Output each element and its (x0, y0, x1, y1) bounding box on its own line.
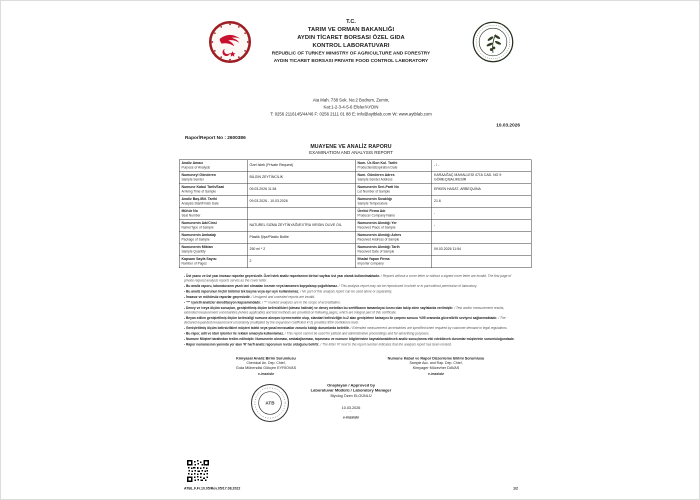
ministry-of-agriculture-emblem-icon (209, 21, 251, 63)
disclaimer-item (184, 301, 518, 306)
laboratory-round-seal-icon (249, 382, 291, 424)
signature-title-en: Chemical An. Dep. Chief, (246, 361, 286, 365)
field-label-tr: Analiz Amacı (181, 161, 204, 166)
field-label-cell (355, 160, 432, 172)
field-label-tr: Numune Kabul Tarih/Saat (181, 185, 224, 190)
disclaimer-text-en: / The letter 'R' next to the report number indicates that the analysis report has been revised. (320, 343, 452, 347)
disclaimer-text-en: / Extended measurement uncertainties are specified when required by customer demand or legal regulations. (350, 326, 508, 330)
field-label-cell (179, 184, 247, 196)
header-lab-tr-2: KONTROL LABORATUVARI (312, 42, 390, 49)
disclaimer-text-tr: - Rapor numarasının yanında yer alan 'R' harfi analiz raporunun revize olduğunu belirtir. (184, 343, 320, 347)
disclaimer-item (184, 326, 518, 331)
approval-date: 10.03.2026 (341, 405, 361, 410)
esignature-note: e-imzalıdır (427, 372, 445, 376)
signature-title-tr: Numune Kabul ve Rapor Düzenleme Birimi Sorumlusu (387, 356, 485, 361)
header-lab-en: AYDIN TICARET BORSASI PRIVATE FOOD CONTROL LABORATORY (273, 58, 429, 64)
field-label-tr: Numuneyi Gönderen (181, 173, 216, 178)
field-label-en: Production&Expiration Date (357, 165, 398, 170)
disclaimer-text-tr: - Üst yazısı ve üst yazı imzasız raporlar geçersizdir. Özel istek analiz raporlarının birinci sayfası üst yazı olarak kullanılmaktadır. (184, 274, 380, 278)
disclaimer-text-tr: - Deney ve /veya ölçüm sonuçları, genişletilmiş ölçüm belirsizlikleri (olması halinde) ve deney metotları bu sertifikanın tamamlayıcı kısmı olan takip eden sayfalarda verilmiştir. (184, 306, 454, 310)
signature-title-en: Sample Acc. and Rap. Dep. Chief, (409, 361, 463, 365)
disclaimer-text-tr: - İmzasız ve mühürsüz raporlar geçersizdir. (184, 295, 251, 299)
disclaimer-text-en: / Unsigned and unsealed reports are invalid. (251, 295, 315, 299)
lab-address (179, 97, 523, 118)
approval-dash: - (350, 409, 352, 414)
field-label-en: Sample Quantity (181, 249, 206, 254)
field-label-cell (179, 244, 247, 256)
field-value-cell: Özel İstek (Private Request) (247, 160, 355, 172)
field-label-tr: Numunenin Miktarı (181, 245, 214, 250)
field-label-tr: Numunenin Sıcaklığı (357, 197, 392, 202)
disclaimer-text-en: / Reports without a cover letter or without a signed cover letter are invalid. The first page of private request analysis reports serves as the cover letter. (184, 274, 512, 283)
signature-title-tr: Kimyasal Analiz Birim Sorumlusu (236, 356, 296, 361)
field-label-en: Producer Company Name (357, 213, 396, 218)
sample-info-table (179, 160, 532, 269)
field-value-cell: 09.03.2026 11:54 (247, 184, 355, 196)
disclaimer-text-tr: - Numune Müşteri tarafından teslim edilmiştir. Numunenin alınması, ambalajlanması, taşınması ve numune bilgilerinden kaynaklanabilecek analiz sonuçlarına etki edebilecek durumlar müşterinin sorumluluğundadır. (184, 337, 515, 341)
field-label-en: Received Address of Sample (357, 237, 400, 242)
field-label-tr: Mühür No (181, 209, 198, 214)
field-value-cell (432, 232, 532, 244)
signature-name: Kimyager Mücevher DAVAS (412, 365, 460, 370)
field-value-cell: - (432, 208, 532, 220)
disclaimer-text-en: / "*" marked analyzes are in the scope of accreditation. (262, 301, 341, 305)
disclaimer-text-en: / This report cannot be used for judicial and administrative proceedings and for advertising purposes. (284, 332, 430, 336)
qr-code-icon (187, 460, 209, 482)
report-title-tr: MUAYENE VE ANALİZ RAPORU (310, 143, 392, 150)
field-label-en: Name/Type of Sample (181, 225, 214, 230)
address-line: T: 0256 2116145/44/46 F: 0256 2111 01 88 E: info@aytblab.com W: www.aytblab.com (270, 111, 432, 117)
field-label-en: Purpose of Analysis (181, 165, 211, 170)
field-label-tr: Numunenin Alındığı Tarih (357, 245, 400, 250)
esignature-note: e-imzalıdır (257, 372, 275, 376)
disclaimer-item (184, 274, 518, 283)
report-title-en: EXAMINATION AND ANALYSIS REPORT (309, 150, 393, 155)
field-label-en: Importer company (357, 261, 384, 266)
field-label-cell (179, 196, 247, 208)
table-row (179, 220, 531, 232)
header-tc: T.C. (346, 18, 356, 25)
report-number-label: Rapor/Report No : (185, 135, 226, 141)
page-footer (184, 487, 518, 491)
table-row (179, 196, 531, 208)
field-label-cell (355, 184, 432, 196)
field-label-cell (355, 256, 432, 268)
field-value-cell: - (432, 220, 532, 232)
disclaimer-item (184, 343, 518, 348)
table-row (179, 232, 531, 244)
table-row (179, 172, 531, 184)
table-row (179, 208, 531, 220)
field-label-en: Package of Sample (181, 237, 210, 242)
field-label-cell (355, 220, 432, 232)
field-label-cell (179, 220, 247, 232)
field-label-tr: Num. Ür./Son Kul. Tarihi (357, 161, 398, 166)
field-label-tr: Numunenin Ambalajı (181, 233, 217, 238)
field-value-cell: - / - (432, 160, 532, 172)
field-label-en: Sample Temperature (357, 201, 388, 206)
header-lab-tr-1: AYDIN TİCARET BORSASI ÖZEL GIDA (297, 34, 405, 41)
field-value-cell: 2 (247, 256, 355, 268)
laboratory-olive-branch-emblem-icon (472, 21, 514, 63)
signature-row (179, 356, 523, 376)
table-row (179, 244, 531, 256)
address-line: Ata Mah. 738 Sok. No:2 Bodrum, Zemin, (312, 97, 390, 103)
field-label-tr: Numunenin Seri-Parti No (357, 185, 399, 190)
disclaimer-item (184, 290, 518, 295)
table-row (179, 184, 531, 196)
field-value-cell (247, 208, 355, 220)
field-label-tr: Numunenin Adı/Cinsi (181, 221, 217, 226)
disclaimer-text-tr: - Genişletilmiş ölçüm belirsizlikleri müşteri talebi veya yasal mevzuatlar zorunlu kıldığı durumlarda belirtilir. (184, 326, 350, 330)
table-row (179, 160, 531, 172)
report-number-value: 2600386 (227, 135, 246, 141)
field-label-tr: İthalat Yapan Firma (357, 257, 390, 262)
report-date: 10.03.2026 (496, 122, 520, 128)
field-value-cell (432, 256, 532, 268)
disclaimer-text-tr: - Bu analiz raporu, laboratuvarın yazılı izni olmadan kısmen veya tamamen kopyalanıp çoğaltılamaz. (184, 284, 338, 288)
approval-area (179, 380, 523, 455)
disclaimer-text-tr: - Beyan edilen genişletilmiş ölçüm belirsizliği numune alınışını içermemekte olup, standart belirsizliğin k=2 alan genişletme katsayısı ile çarpımı sonucu %95 oranında güvenilirlik seviyesi sağlanmaktadır. (184, 316, 498, 320)
field-label-en: Lot Number of Sample (357, 189, 391, 194)
report-header (179, 1, 523, 65)
esignature-note: e-imzalıdır (342, 415, 360, 420)
disclaimer-text-en: / This analysis report may not be reproduced in whole or in part without permission of laboratory. (338, 284, 478, 288)
approval-title: Onaylayan / Approved by (327, 382, 375, 388)
field-label-en: Received Date of Sample (357, 249, 395, 254)
field-value-cell: 21.6 (432, 196, 532, 208)
address-line: Kat:1-2-3-4-5-6 Efeler/AYDIN (323, 104, 379, 110)
svg-text:ATB: ATB (265, 400, 275, 406)
field-value-cell: 250 ml * 2 (247, 244, 355, 256)
disclaimer-text-tr: - Bu rapor, adli ve idari işlemler ile reklam amacıyla kullanılamaz. (184, 332, 284, 336)
header-ministry-tr: TARIM VE ORMAN BAKANLIĞI (307, 26, 395, 33)
signature-block-chemical (191, 356, 341, 376)
field-label-tr: Kapsam Sayfa Sayısı (181, 257, 217, 262)
field-value-cell: KARAAĞAÇ MAHALLESİ 4716 CAD. NO 9 GÖMEÇ/BALIKESİR (432, 172, 532, 184)
disclaimer-item (184, 332, 518, 337)
field-label-cell (355, 196, 432, 208)
disclaimer-item (184, 316, 518, 325)
page-number: 1/2 (513, 487, 518, 491)
table-row (179, 256, 531, 268)
field-label-en: Arriving Time of Sample (181, 189, 216, 194)
field-value-cell: ERKEN HASAT- ARBEQUİNA (432, 184, 532, 196)
signature-name: Gıda Mühendisi Gökçen EYRİOVAS (235, 365, 297, 370)
field-label-en: Number of Pages (181, 261, 207, 266)
field-label-cell (179, 172, 247, 184)
disclaimer-item (184, 295, 518, 300)
disclaimer-text-tr: - Bu analiz raporunun hiçbir bölümü tek başına veya ayrı ayrı kullanılamaz. (184, 290, 300, 294)
field-label-en: Sample Sender (181, 177, 204, 182)
field-label-tr: Numunenin Alındığı Yer (357, 221, 397, 226)
field-value-cell: 09.03.2026 11:54 (432, 244, 532, 256)
field-value-cell: 09.03.2026 - 10.03.2026 (247, 196, 355, 208)
field-value-cell: BİLGİN ZEYTİNCİLİK (247, 172, 355, 184)
document-code: ATBL.F.Fr.10.05/Rev.05/17.08.2022 (184, 487, 241, 491)
disclaimer-item (184, 284, 518, 289)
report-number (179, 135, 523, 141)
approval-name: Biyolog Özen ELGÜNLÜ (330, 393, 372, 398)
disclaimer-text-en: / The declared expanded measurement uncertainty (multiplied by the expansion coefficient k=2) provides 95% confidence level. (184, 316, 506, 325)
field-label-tr: Üretici Firma Adı (357, 209, 386, 214)
field-label-cell (355, 232, 432, 244)
field-label-cell (355, 244, 432, 256)
field-label-en: Sample Sender Address (357, 177, 393, 182)
field-label-cell (179, 208, 247, 220)
field-label-en: Analysis Start/Finish Date (181, 201, 219, 206)
field-label-tr: Numunenin Alındığı Adres (357, 233, 402, 238)
header-ministry-en: REPUBLIC OF TURKEY MINISTRY OF AGRICULTURE AND FORESTRY (271, 50, 431, 56)
field-value-cell: Plastik Şişe/Plastic Bottle (247, 232, 355, 244)
field-label-cell (355, 208, 432, 220)
disclaimer-item (184, 306, 518, 315)
disclaimer-text-en: / No part of this analysis report can be used alone or separately. (300, 290, 393, 294)
field-label-en: Seal Number (181, 213, 201, 218)
disclaimer-text-en: / Test and/or measurement results, extended measurement uncertainties (where applicable) and test methods are provided on following pages, which are integral part of this certificate. (184, 306, 505, 315)
field-value-cell: NATUREL SIZMA ZEYTİNYAĞI/EXTRA VIRGIN OLIVE OIL (247, 220, 355, 232)
field-label-cell (179, 232, 247, 244)
field-label-tr: Num. Gönderen Adres (357, 173, 395, 178)
disclaimer-text-tr: - "*" işaretli analizler akreditasyon kapsamındadır. (184, 301, 262, 305)
approval-role: Laboratuvar Müdürü / Laboratory Manager (310, 388, 392, 393)
field-label-tr: Analiz Baş./Bit. Tarihi (181, 197, 218, 202)
field-label-cell (179, 256, 247, 268)
disclaimer-notes (184, 274, 518, 347)
disclaimer-item (184, 337, 518, 342)
field-label-cell (179, 160, 247, 172)
signature-block-sample-acceptance (361, 356, 511, 376)
field-label-cell (355, 172, 432, 184)
field-label-en: Received Place of Sample (357, 225, 396, 230)
